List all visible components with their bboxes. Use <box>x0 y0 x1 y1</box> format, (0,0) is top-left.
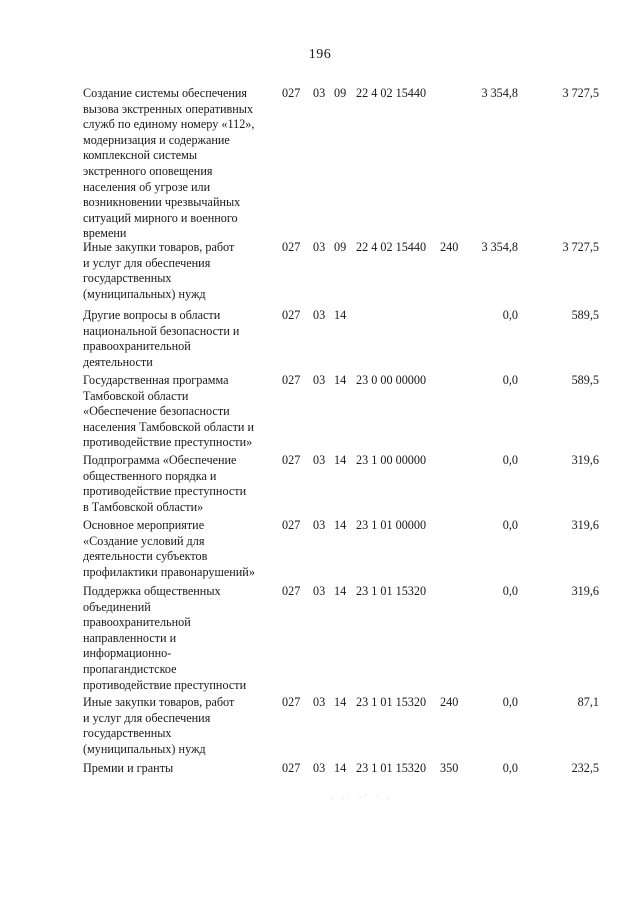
department-code: 027 <box>282 518 301 532</box>
section-code: 03 <box>313 584 326 598</box>
amount-year-2: 589,5 <box>571 373 599 387</box>
amount-year-2: 3 727,5 <box>562 86 599 100</box>
department-code: 027 <box>282 761 301 775</box>
expense-type-code: 240 <box>440 695 459 709</box>
target-article-code: 22 4 02 15440 <box>356 86 427 100</box>
subsection-code: 09 <box>334 86 347 100</box>
amount-year-1: 0,0 <box>502 373 518 387</box>
department-code: 027 <box>282 695 301 709</box>
scan-smudge: · ·˙ ·˙ ˙ · <box>330 793 393 803</box>
subsection-code: 14 <box>334 373 347 387</box>
subsection-code: 14 <box>334 761 347 775</box>
target-article-code: 23 1 01 00000 <box>356 518 427 532</box>
amount-year-2: 87,1 <box>577 695 599 709</box>
amount-year-2: 319,6 <box>571 584 599 598</box>
section-code: 03 <box>313 308 326 322</box>
subsection-code: 14 <box>334 518 347 532</box>
section-code: 03 <box>313 695 326 709</box>
row-description: Основное мероприятие «Создание условий для деятельности субъектов профилактики правонарушений» <box>83 518 255 579</box>
amount-year-1: 0,0 <box>502 453 518 467</box>
row-description: Премии и гранты <box>83 761 174 775</box>
amount-year-1: 3 354,8 <box>481 240 518 254</box>
section-code: 03 <box>313 453 326 467</box>
section-code: 03 <box>313 518 326 532</box>
target-article-code: 23 1 01 15320 <box>356 695 427 709</box>
subsection-code: 14 <box>334 453 347 467</box>
department-code: 027 <box>282 240 301 254</box>
amount-year-2: 232,5 <box>571 761 599 775</box>
amount-year-1: 3 354,8 <box>481 86 518 100</box>
target-article-code: 23 1 01 15320 <box>356 584 427 598</box>
amount-year-1: 0,0 <box>502 761 518 775</box>
target-article-code: 23 1 00 00000 <box>356 453 427 467</box>
department-code: 027 <box>282 86 301 100</box>
row-description: Иные закупки товаров, работ и услуг для обеспечения государственных (муниципальных) нужд <box>83 240 235 301</box>
subsection-code: 09 <box>334 240 347 254</box>
subsection-code: 14 <box>334 584 347 598</box>
amount-year-2: 3 727,5 <box>562 240 599 254</box>
target-article-code: 23 0 00 00000 <box>356 373 427 387</box>
department-code: 027 <box>282 308 301 322</box>
section-code: 03 <box>313 240 326 254</box>
row-description: Подпрограмма «Обеспечение общественного порядка и противодействие преступности в Тамбовской области» <box>83 453 247 514</box>
row-description: Другие вопросы в области национальной безопасности и правоохранительной деятельности <box>83 308 240 369</box>
department-code: 027 <box>282 453 301 467</box>
expense-type-code: 240 <box>440 240 459 254</box>
amount-year-2: 319,6 <box>571 453 599 467</box>
target-article-code: 22 4 02 15440 <box>356 240 427 254</box>
row-description: Иные закупки товаров, работ и услуг для обеспечения государственных (муниципальных) нужд <box>83 695 235 756</box>
amount-year-1: 0,0 <box>502 584 518 598</box>
amount-year-1: 0,0 <box>502 695 518 709</box>
amount-year-2: 319,6 <box>571 518 599 532</box>
subsection-code: 14 <box>334 308 347 322</box>
amount-year-1: 0,0 <box>502 518 518 532</box>
row-description: Создание системы обеспечения вызова экстренных оперативных служб по единому номеру «112», модернизация и содержание комплексной системы экстренного оповещения населения об угрозе или возникновении чрезвычайных ситуаций мирного и военного времени <box>83 86 255 241</box>
section-code: 03 <box>313 373 326 387</box>
amount-year-2: 589,5 <box>571 308 599 322</box>
row-description: Поддержка общественных объединений правоохранительной направленности и информационно- пропагандистское противодействие преступности <box>83 584 247 692</box>
department-code: 027 <box>282 373 301 387</box>
section-code: 03 <box>313 761 326 775</box>
expense-type-code: 350 <box>440 761 459 775</box>
department-code: 027 <box>282 584 301 598</box>
row-description: Государственная программа Тамбовской области «Обеспечение безопасности населения Тамбовской области и противодействие преступности» <box>83 373 255 450</box>
amount-year-1: 0,0 <box>502 308 518 322</box>
page-number: 196 <box>308 47 332 62</box>
subsection-code: 14 <box>334 695 347 709</box>
section-code: 03 <box>313 86 326 100</box>
target-article-code: 23 1 01 15320 <box>356 761 427 775</box>
